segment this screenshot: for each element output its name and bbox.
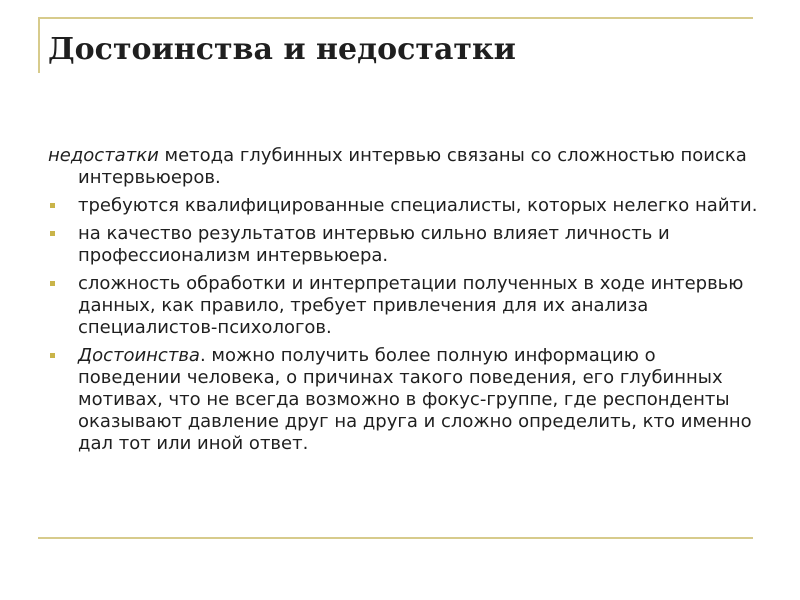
square-bullet-icon bbox=[50, 203, 55, 208]
top-divider bbox=[38, 17, 753, 19]
bullet-text: требуются квалифицированные специалисты, которых нелегко найти. bbox=[78, 195, 758, 216]
intro-text: метода глубинных интервью связаны со сложностью поиска интервьюеров. bbox=[78, 145, 747, 188]
bullet-text: сложность обработки и интерпретации полученных в ходе интервью данных, как правило, требует привлечения для их анализа специалистов-психологов. bbox=[78, 273, 744, 338]
bullet-italic-lead: Достоинства bbox=[78, 345, 200, 366]
square-bullet-icon bbox=[50, 353, 55, 358]
bullet-text: . можно получить более полную информацию о поведении человека, о причинах такого поведения, его глубинных мотивах, что не всегда возможно в фокус-группе, где респонденты оказывают давление друг на друга и сложно определить, кто именно дал тот или иной ответ. bbox=[78, 345, 752, 454]
bullet-item-interviewer-personality bbox=[48, 223, 758, 267]
bullet-list bbox=[48, 195, 758, 455]
slide-title: Достоинства и недостатки bbox=[48, 32, 516, 67]
left-divider bbox=[38, 17, 40, 73]
intro-italic-lead: недостатки bbox=[48, 145, 159, 166]
bullet-item-advantages bbox=[48, 345, 758, 455]
intro-paragraph bbox=[48, 145, 758, 189]
bullet-item-data-processing bbox=[48, 273, 758, 339]
bottom-divider bbox=[38, 537, 753, 539]
square-bullet-icon bbox=[50, 281, 55, 286]
bullet-text: на качество результатов интервью сильно влияет личность и профессионализм интервьюера. bbox=[78, 223, 670, 266]
square-bullet-icon bbox=[50, 231, 55, 236]
slide-body bbox=[48, 145, 758, 461]
bullet-item-qualified-specialists bbox=[48, 195, 758, 217]
